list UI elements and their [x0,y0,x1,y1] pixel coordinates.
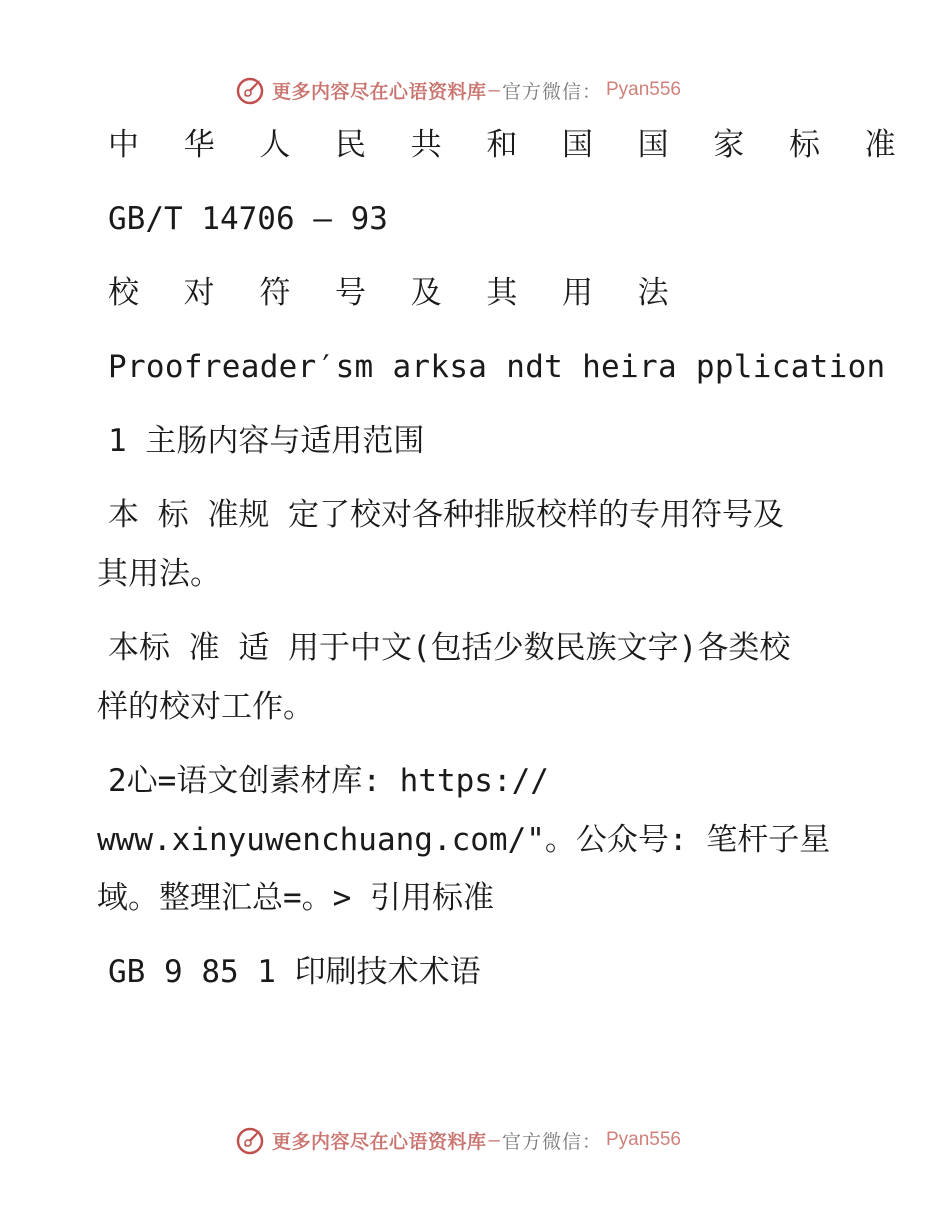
section-1-heading: 1 主肠内容与适用范围 [108,423,425,459]
watermark-main-text: 更多内容尽在心语资料库 [272,1130,487,1153]
watermark-dash: — [488,79,500,101]
watermark-header [236,73,681,107]
watermark-dash: — [488,1129,500,1151]
section-2-line-3: 域。整理汇总=。> 引用标准 [97,880,494,916]
document-title-en: Proofreader′sm arksa ndt heira pplication [108,349,886,385]
quill-logo-icon [236,1125,266,1155]
paragraph-2-line-2: 样的校对工作。 [97,689,314,725]
paragraph-1-line-1: 本 标 准规 定了校对各种排版校样的专用符号及 [108,497,784,533]
watermark-main-text: 更多内容尽在心语资料库 [272,80,487,103]
watermark-wechat-label: 官方微信： [501,1130,602,1153]
watermark-wechat-id: Pyan556 [605,1129,681,1150]
watermark-wechat-label: 官方微信： [501,80,602,103]
watermark-wechat-id: Pyan556 [605,79,681,100]
national-standard-header: 中 华 人 民 共 和 国 国 家 标 准 [108,127,909,163]
reference-standard: GB 9 85 1 印刷技术术语 [108,954,481,990]
paragraph-2-line-1: 本标 准 适 用于中文(包括少数民族文字)各类校 [108,630,791,666]
document-title-cn: 校 对 符 号 及 其 用 法 [108,275,682,311]
section-2-line-2: www.xinyuwenchuang.com/"。公众号: 笔杆子星 [97,822,831,858]
paragraph-1-line-2: 其用法。 [97,556,221,592]
section-2-line-1: 2心=语文创素材库: https:// [108,763,549,799]
quill-logo-icon [236,75,266,105]
standard-code: GB/T 14706 — 93 [108,201,388,237]
watermark-footer [236,1123,681,1157]
